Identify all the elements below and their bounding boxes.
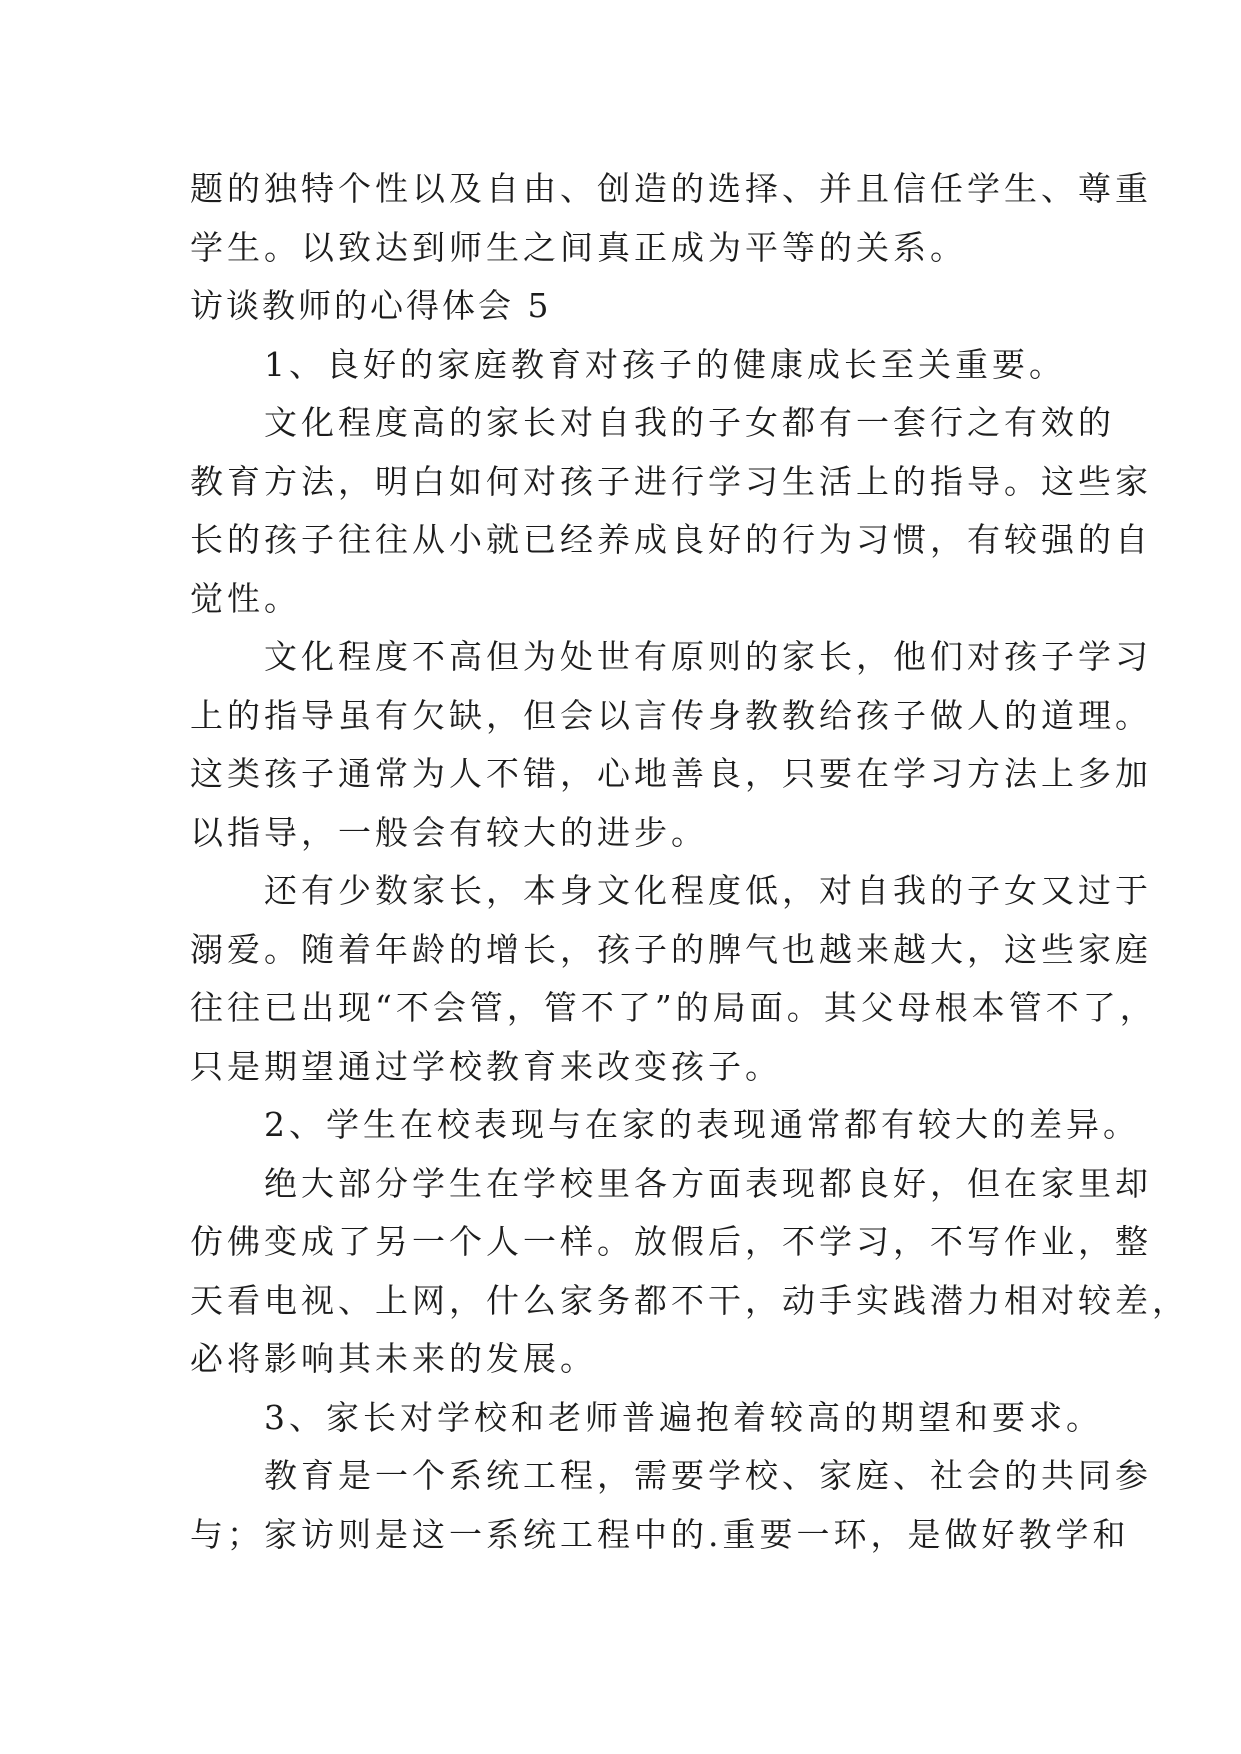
text-line: 溺爱。随着年龄的增长，孩子的脾气也越来越大，这些家庭	[190, 929, 1152, 969]
text-line: 题的独特个性以及自由、创造的选择、并且信任学生、尊重	[190, 169, 1152, 208]
text-line: 上的指导虽有欠缺，但会以言传身教教给孩子做人的道理。	[190, 695, 1152, 735]
text-line: 天看电视、上网，什么家务都不干，动手实践潜力相对较差，	[190, 1280, 1189, 1320]
numbered-point: 3、家长对学校和老师普遍抱着较高的期望和要求。	[190, 1397, 1103, 1437]
section-heading: 访谈教师的心得体会 5	[190, 286, 552, 325]
text-line: 学生。以致达到师生之间真正成为平等的关系。	[190, 227, 967, 267]
document-body	[190, 160, 1189, 1564]
text-line: 这类孩子通常为人不错，心地善良，只要在学习方法上多加	[190, 754, 1152, 793]
text-line: 还有少数家长，本身文化程度低，对自我的子女又过于	[190, 871, 1152, 910]
text-line: 以指导，一般会有较大的进步。	[190, 812, 708, 852]
text-line: 绝大部分学生在学校里各方面表现都良好，但在家里却	[190, 1163, 1152, 1203]
text-line: 必将影响其未来的发展。	[190, 1339, 597, 1378]
text-line: 教育是一个系统工程，需要学校、家庭、社会的共同参	[190, 1456, 1152, 1495]
text-line: 文化程度不高但为处世有原则的家长，他们对孩子学习	[190, 637, 1152, 676]
text-line: 与；家访则是这一系统工程中的.重要一环，是做好教学和	[190, 1514, 1130, 1554]
text-line: 长的孩子往往从小就已经养成良好的行为习惯，有较强的自	[190, 520, 1152, 559]
numbered-point: 2、学生在校表现与在家的表现通常都有较大的差异。	[190, 1105, 1140, 1144]
text-line: 往往已出现“不会管，管不了”的局面。其父母根本管不了，	[190, 988, 1157, 1027]
text-line: 文化程度高的家长对自我的子女都有一套行之有效的	[190, 403, 1115, 442]
numbered-point: 1、良好的家庭教育对孩子的健康成长至关重要。	[190, 344, 1066, 384]
text-line: 觉性。	[190, 578, 301, 618]
text-line: 仿佛变成了另一个人一样。放假后，不学习，不写作业，整	[190, 1222, 1152, 1261]
text-line: 只是期望通过学校教育来改变孩子。	[190, 1046, 782, 1086]
text-line: 教育方法，明白如何对孩子进行学习生活上的指导。这些家	[190, 461, 1152, 501]
